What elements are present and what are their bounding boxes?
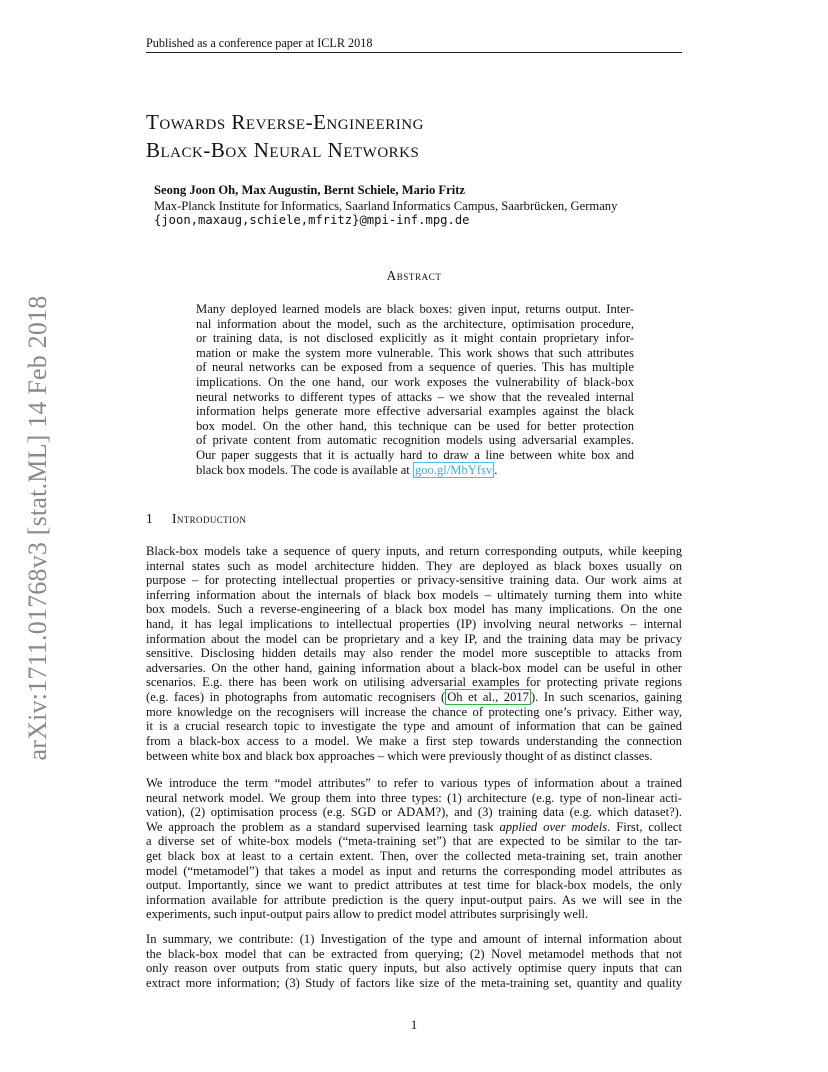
body-line: between white box and black box approaches – which were previously thought of as distinct classes. — [146, 748, 653, 763]
abstract-line: neural networks to different types of attacks – we show that the revealed internal — [196, 389, 634, 404]
emphasized-text: applied over models — [499, 819, 608, 834]
body-line: get black box at least to a certain extent. Then, over the collected meta-training set, train another — [146, 849, 682, 864]
abstract-body — [196, 302, 634, 477]
intro-paragraph-2 — [146, 777, 682, 923]
citation-link[interactable]: Oh et al., 2017 — [447, 690, 529, 705]
abstract-last-text: black box models. The code is available at — [196, 462, 413, 477]
body-line: from a black-box access to a model. We make a first step towards understanding the connection — [146, 733, 682, 748]
body-line: the black-box model that can be extracted from querying; (2) Novel metamodel methods that not — [146, 946, 682, 961]
abstract-heading: Abstract — [386, 268, 442, 283]
abstract-line: implications. On the one hand, our work exposes the vulnerability of black-box — [196, 375, 634, 390]
body-line: internal states such as model architecture hidden. They are deployed as black boxes usually on — [146, 558, 682, 573]
page-number: 1 — [410, 1018, 418, 1032]
intro-paragraph-3 — [146, 933, 682, 991]
paper-title — [146, 108, 706, 164]
section-title: Introduction — [172, 511, 247, 526]
citation-suffix: ). In such scenarios, gaining — [530, 690, 682, 705]
abstract-line: Many deployed learned models are black boxes: given input, returns output. Inter- — [196, 302, 634, 316]
body-line: vation), (2) optimisation process (e.g. SGD or ADAM?), and (3) training data (e.g. which dataset?). — [146, 805, 682, 820]
body-line: inferring information about the internals of black box models – ultimately turning them into white — [146, 587, 682, 602]
body-line: We introduce the term “model attributes” to refer to various types of information about a trained — [146, 776, 682, 790]
body-line: output. Importantly, since we want to predict attributes at test time for black-box models, the only — [146, 878, 682, 893]
title-line-1: Towards Reverse-Engineering — [146, 110, 424, 134]
body-line: experiments, such input-output pairs allow to predict model attributes surprisingly well. — [146, 907, 589, 922]
arxiv-identifier: arXiv:1711.01768v3 [stat.ML] 14 Feb 2018 — [23, 295, 52, 761]
abstract-last-line — [196, 463, 634, 478]
header-rule — [146, 52, 682, 53]
body-line: scenarios. E.g. there has been work on utilising adversarial examples for protecting private regions — [146, 675, 682, 690]
abstract-line: nal information about the model, such as the architecture, optimisation procedure, — [196, 316, 634, 331]
body-line: adversaries. On the other hand, gaining information about a black-box model can be useful in other — [146, 660, 682, 675]
body-line: box models. Such a reverse-engineering of a black box model has many implications. On the one — [146, 602, 682, 617]
running-header: Published as a conference paper at ICLR 2018 — [146, 36, 373, 50]
body-line: neural network model. We group them into three types: (1) architecture (e.g. type of non-linear acti- — [146, 790, 682, 805]
citation-prefix: (e.g. faces) in photographs from automatic recognisers ( — [146, 690, 446, 705]
code-link[interactable]: goo.gl/MbYfsv — [414, 462, 493, 477]
body-line-with-emphasis — [146, 821, 682, 836]
body-line: more knowledge on the recognisers will increase the chance of protecting one’s privacy. Either way, — [146, 704, 682, 719]
body-line: In summary, we contribute: (1) Investigation of the type and amount of internal information about — [146, 932, 682, 946]
body-line: extract more information; (3) Study of factors like size of the meta-training set, quantity and quality — [146, 975, 682, 990]
body-line: information available for attribute prediction is the query input-output pairs. As we will see in the — [146, 892, 682, 907]
author-list: Seong Joon Oh, Max Augustin, Bernt Schiele, Mario Fritz — [154, 183, 465, 197]
title-line-2: Black-Box Neural Networks — [146, 138, 420, 162]
abstract-line: of neural networks can be exposed from a sequence of queries. This has multiple — [196, 360, 634, 375]
body-line: it is a crucial research topic to investigate the type and amount of information that can be gained — [146, 719, 682, 734]
emphasis-prefix: We approach the problem as a standard supervised learning task — [146, 819, 500, 834]
author-emails: {joon,maxaug,schiele,mfritz}@mpi-inf.mpg.de — [154, 213, 470, 227]
section-heading-introduction — [146, 511, 682, 527]
body-line: purpose – for protecting intellectual properties or privacy-sensitive training data. Our work aims at — [146, 573, 682, 588]
body-line: a diverse set of white-box models (“meta-training set”) that are expected to be similar to the tar- — [146, 834, 682, 849]
intro-paragraph-1 — [146, 545, 682, 764]
abstract-line: box model. On the other hand, this technique can be used for better protection — [196, 418, 634, 433]
section-number: 1 — [146, 511, 154, 526]
abstract-line: or training data, is not disclosed explicitly as it might contain proprietary infor- — [196, 331, 634, 346]
affiliation: Max-Planck Institute for Informatics, Saarland Informatics Campus, Saarbrücken, Germany — [154, 199, 618, 213]
body-line: only reason over outputs from static query inputs, but also actively optimise query inputs that can — [146, 961, 682, 976]
abstract-last-punct: . — [494, 462, 498, 477]
body-line: sensitive. Disclosing hidden details may also render the model more susceptible to attacks from — [146, 646, 682, 661]
emphasis-suffix: . First, collect — [607, 819, 682, 834]
body-line-with-citation — [146, 691, 682, 706]
abstract-line: of private content from automatic recognition models using adversarial examples. — [196, 433, 634, 448]
abstract-line: mation or make the system more vulnerable. This work shows that such attributes — [196, 345, 634, 360]
body-line: model (“metamodel”) that takes a model as input and returns the corresponding model attributes as — [146, 863, 682, 878]
body-line: hand, it has legal implications to intellectual properties (IP) involving neural networks – internal — [146, 617, 682, 632]
abstract-line: information helps generate more effective adversarial examples against the black — [196, 404, 634, 419]
abstract-line: Our paper suggests that it is actually hard to draw a line between white box and — [196, 448, 634, 463]
body-line: information about the model can be proprietary and a key IP, and the training data may be privacy — [146, 631, 682, 646]
body-line: Black-box models take a sequence of query inputs, and return corresponding outputs, while keeping — [146, 544, 682, 558]
